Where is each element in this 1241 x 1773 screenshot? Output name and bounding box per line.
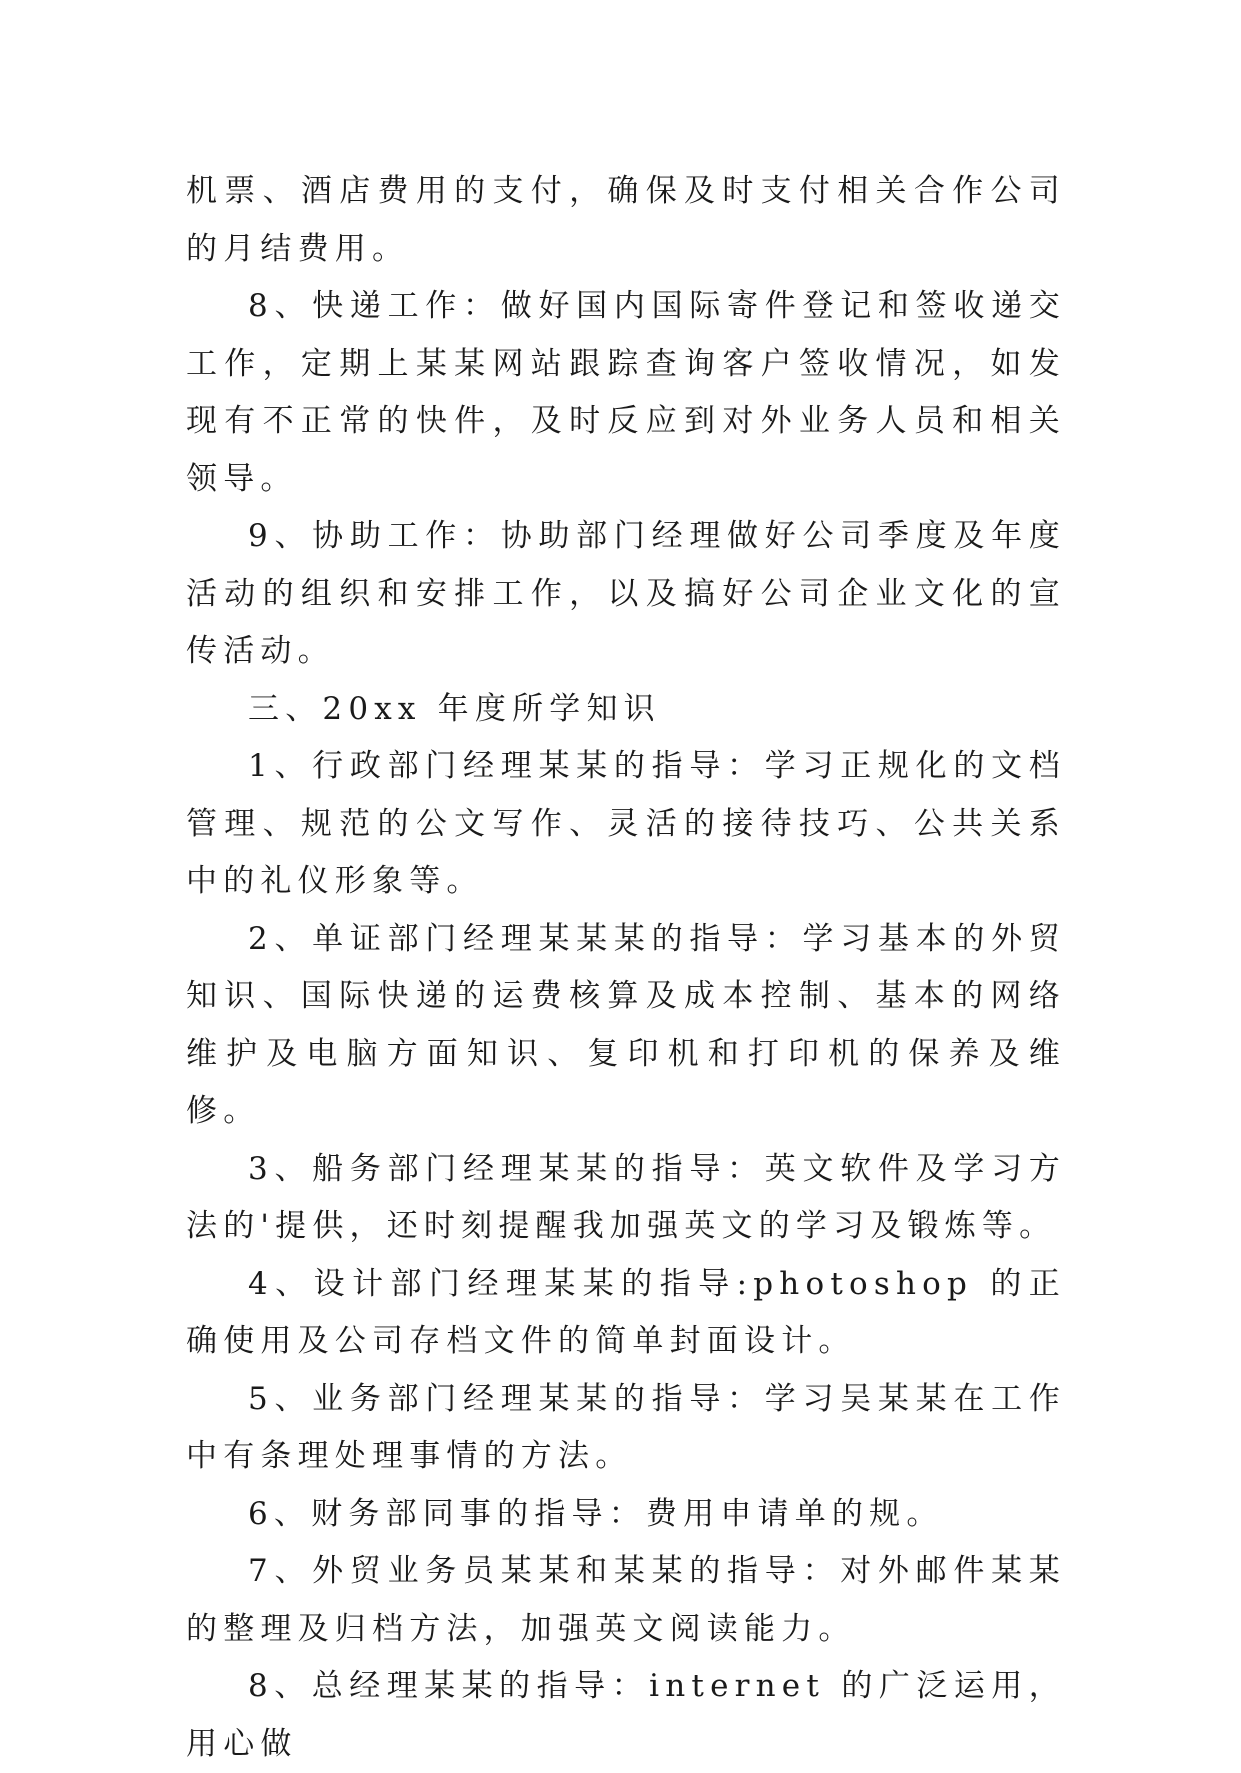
paragraph-documents-guidance: 2、单证部门经理某某某的指导：学习基本的外贸知识、国际快递的运费核算及成本控制、基本的网络维护及电脑方面知识、复印机和打印机的保养及维修。	[186, 920, 1066, 1129]
paragraph-shipping-guidance: 3、船务部门经理某某的指导：英文软件及学习方法的'提供，还时刻提醒我加强英文的学习及锻炼等。	[186, 1150, 1066, 1244]
paragraph-business-guidance: 5、业务部门经理某某的指导：学习吴某某在工作中有条理处理事情的方法。	[186, 1380, 1066, 1474]
section-heading: 三、20xx 年度所学知识	[248, 690, 661, 727]
paragraph-design-guidance: 4、设计部门经理某某的指导:photoshop 的正确使用及公司存档文件的简单封面设计。	[186, 1265, 1066, 1359]
paragraph-continuation: 机票、酒店费用的支付，确保及时支付相关合作公司的月结费用。	[186, 173, 1066, 267]
paragraph-assist-work: 9、协助工作：协助部门经理做好公司季度及年度活动的组织和安排工作，以及搞好公司企业文化的宣传活动。	[186, 518, 1066, 669]
paragraph-express-work: 8、快递工作：做好国内国际寄件登记和签收递交工作，定期上某某网站跟踪查询客户签收情况，如发现有不正常的快件，及时反应到对外业务人员和相关领导。	[186, 288, 1066, 497]
paragraph-trade-guidance: 7、外贸业务员某某和某某的指导：对外邮件某某的整理及归档方法，加强英文阅读能力。	[186, 1553, 1066, 1647]
document-body	[186, 163, 1066, 1773]
paragraph-finance-guidance: 6、财务部同事的指导：费用申请单的规。	[248, 1495, 944, 1532]
paragraph-manager-guidance: 8、总经理某某的指导：internet 的广泛运用，用心做	[186, 1668, 1066, 1762]
paragraph-admin-guidance: 1、行政部门经理某某的指导：学习正规化的文档管理、规范的公文写作、灵活的接待技巧、公共关系中的礼仪形象等。	[186, 748, 1066, 899]
